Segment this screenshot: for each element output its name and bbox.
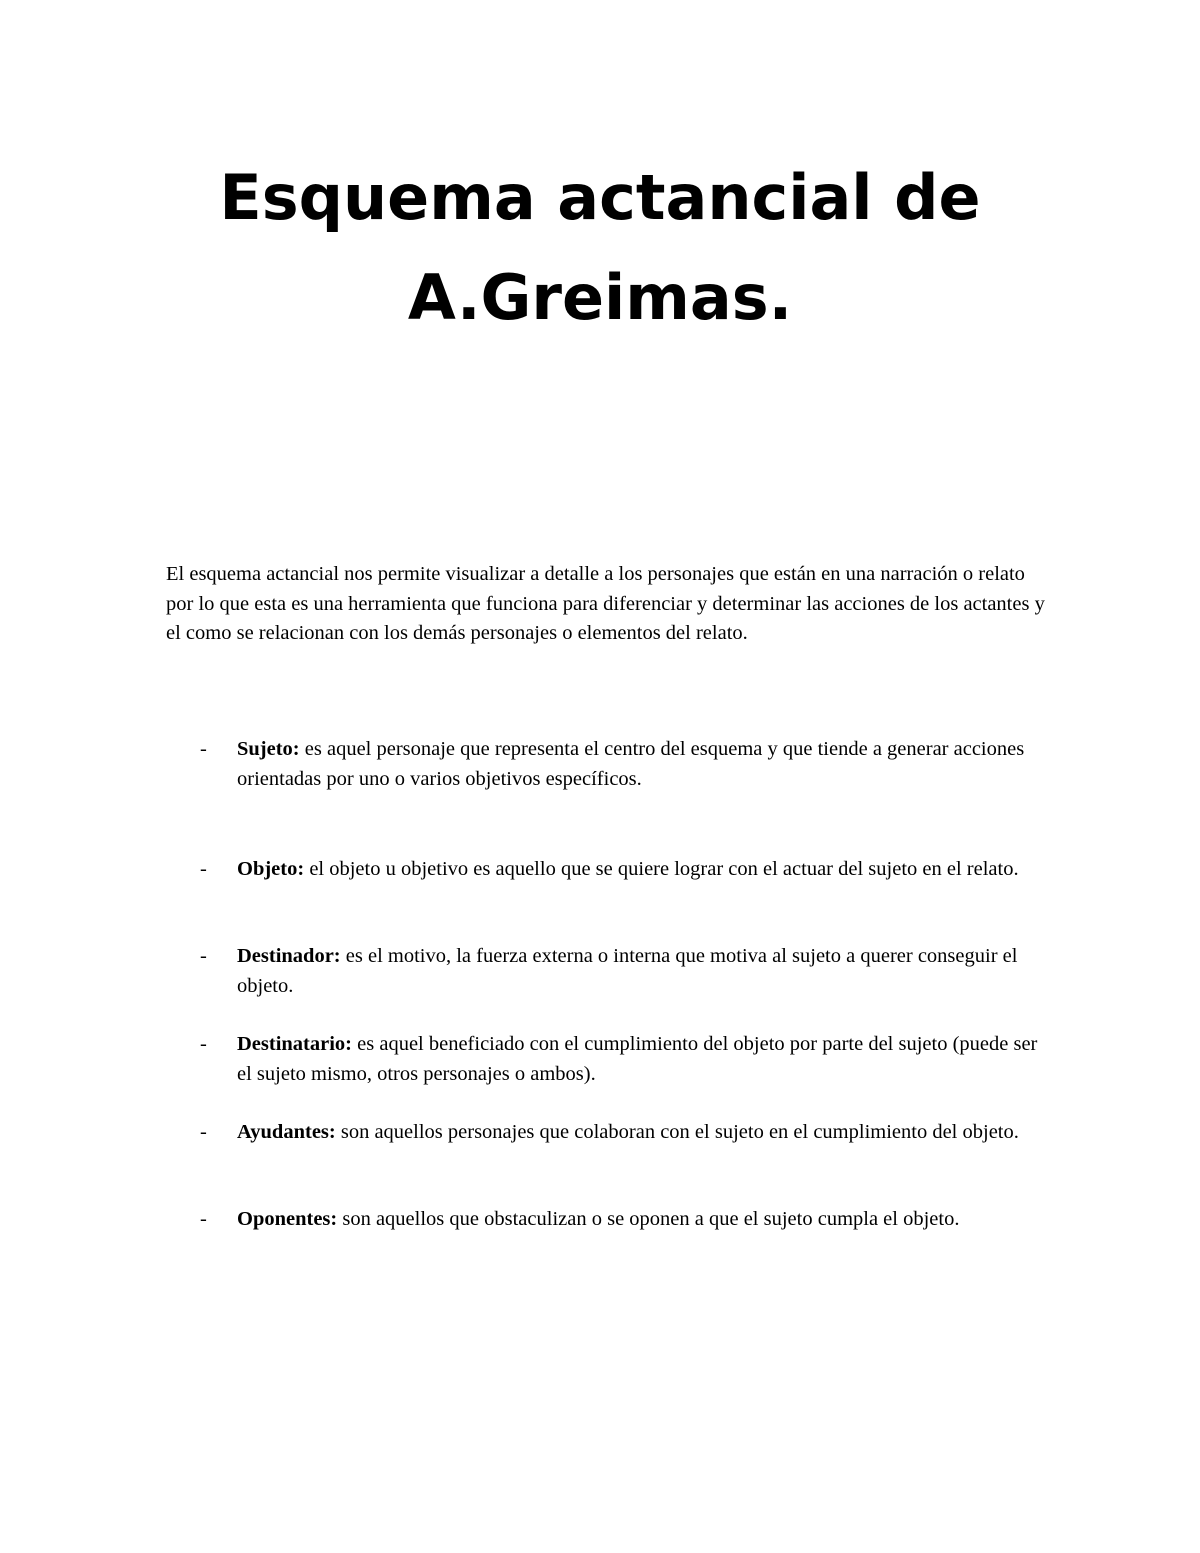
list-item-oponentes (200, 1205, 1040, 1235)
list-item-destinador (200, 942, 1040, 1001)
list-dash: - (200, 1121, 207, 1143)
list-item-text (237, 1030, 1040, 1089)
term-description: es aquel personaje que representa el centro del esquema y que tiende a generar acciones orientadas por uno o varios objetivos específicos. (237, 738, 1025, 790)
list-dash: - (200, 1208, 207, 1230)
list-dash: - (200, 858, 207, 880)
list-dash: - (200, 738, 207, 760)
list-item-text (237, 1205, 1040, 1235)
term-label: Destinador: (237, 945, 341, 967)
list-item-sujeto (200, 735, 1040, 794)
term-label: Objeto: (237, 858, 305, 880)
title-line-2: A.Greimas. (407, 261, 793, 334)
term-label: Destinatario: (237, 1033, 353, 1055)
term-description: son aquellos que obstaculizan o se oponen a que el sujeto cumpla el objeto. (337, 1208, 960, 1230)
term-description: son aquellos personajes que colaboran con el sujeto en el cumplimiento del objeto. (335, 1121, 1019, 1143)
list-dash: - (200, 1033, 207, 1055)
term-description: es el motivo, la fuerza externa o interna que motiva al sujeto a querer conseguir el objeto. (237, 945, 1018, 997)
list-item-text (237, 735, 1040, 794)
list-item-destinatario (200, 1030, 1040, 1089)
term-label: Ayudantes: (237, 1121, 336, 1143)
list-item-ayudantes (200, 1118, 1040, 1148)
term-label: Oponentes: (237, 1208, 338, 1230)
list-item-text (237, 1118, 1040, 1148)
list-item-text (237, 855, 1040, 885)
term-label: Sujeto: (237, 738, 300, 760)
list-item-text (237, 942, 1040, 1001)
intro-paragraph: El esquema actancial nos permite visualizar a detalle a los personajes que están en una narración o relato por lo que esta es una herramienta que funciona para diferenciar y determinar las acciones de los actantes y el como se relacionan con los demás personajes o elementos del relato. (166, 563, 1045, 644)
list-dash: - (200, 945, 207, 967)
title-line-1: Esquema actancial de (219, 161, 981, 234)
document-title (150, 148, 1050, 348)
term-description: es aquel beneficiado con el cumplimiento del objeto por parte del sujeto (puede ser el sujeto mismo, otros personajes o ambos). (237, 1033, 1038, 1085)
term-description: el objeto u objetivo es aquello que se quiere lograr con el actuar del sujeto en el relato. (304, 858, 1019, 880)
list-item-objeto (200, 855, 1040, 885)
